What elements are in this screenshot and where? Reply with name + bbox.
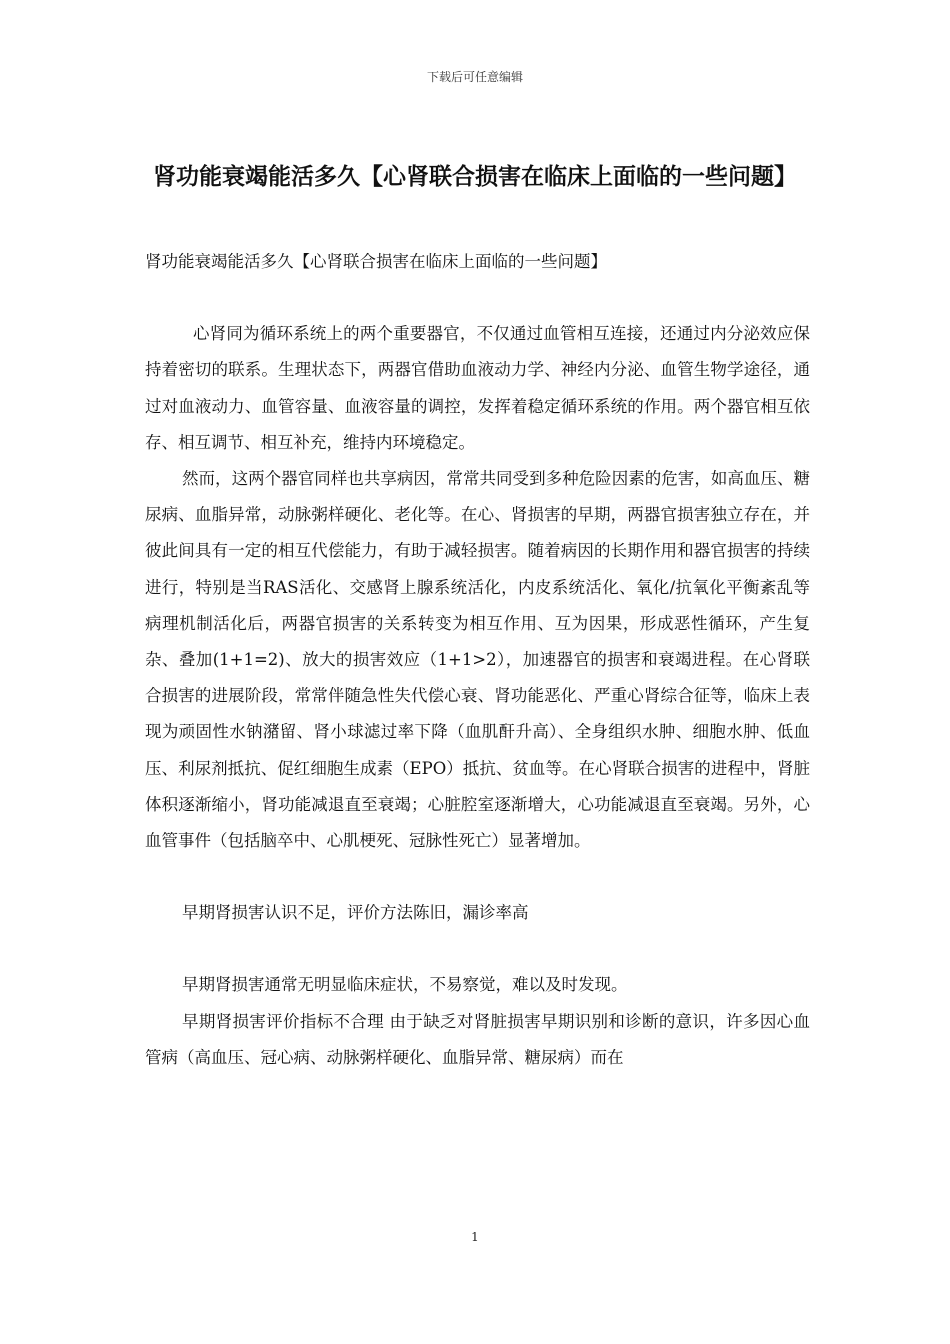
- document-subtitle: 肾功能衰竭能活多久【心肾联合损害在临床上面临的一些问题】: [145, 252, 607, 271]
- paragraph: 早期肾损害评价指标不合理 由于缺乏对肾脏损害早期识别和诊断的意识，许多因心血管病（高血压、冠心病、动脉粥样硬化、血脂异常、糖尿病）而在: [145, 1011, 810, 1067]
- paragraph: 早期肾损害通常无明显临床症状，不易察觉，难以及时发现。: [182, 975, 628, 995]
- spacer: [145, 931, 810, 967]
- paragraph: 心肾同为循环系统上的两个重要器官，不仅通过血管相互连接，还通过内分泌效应保持着密切的联系。生理状态下，两器官借助血液动力学、神经内分泌、血管生物学途径，通过对血液动力、血管容量、血液容量的调控，发挥着稳定循环系统的作用。两个器官相互依存、相互调节、相互补充，维持内环境稳定。: [145, 324, 810, 452]
- paragraph: 然而，这两个器官同样也共享病因，常常共同受到多种危险因素的危害，如高血压、糖尿病、血脂异常，动脉粥样硬化、老化等。在心、肾损害的早期，两器官损害独立存在，并彼此间具有一定的相互代偿能力，有助于减轻损害。随着病因的长期作用和器官损害的持续进行，特别是当RAS活化、交感肾上腺系统活化，内皮系统活化、氧化/抗氧化平衡紊乱等病理机制活化后，两器官损害的关系转变为相互作用、互为因果，形成恶性循环，产生复杂、叠加(1+1=2)、放大的损害效应（1+1>2），加速器官的损害和衰竭进程。在心肾联合损害的进展阶段，常常伴随急性失代偿心衰、肾功能恶化、严重心肾综合征等，临床上表现为顽固性水钠潴留、肾小球滤过率下降（血肌酐升高）、全身组织水肿、细胞水肿、低血压、利尿剂抵抗、促红细胞生成素（EPO）抵抗、贫血等。在心肾联合损害的进程中，肾脏体积逐渐缩小，肾功能减退直至衰竭；心脏腔室逐渐增大，心功能减退直至衰竭。另外，心血管事件（包括脑卒中、心肌梗死、冠脉性死亡）显著增加。: [145, 469, 810, 851]
- document-body: [145, 244, 810, 1076]
- page-header: 下载后可任意编辑: [426, 70, 523, 84]
- spacer: [145, 859, 810, 895]
- spacer: [145, 280, 810, 316]
- page-number: 1: [471, 1230, 479, 1244]
- document-title: 肾功能衰竭能活多久【心肾联合损害在临床上面临的一些问题】: [153, 163, 797, 190]
- section-heading: 早期肾损害认识不足，评价方法陈旧，漏诊率高: [182, 903, 529, 923]
